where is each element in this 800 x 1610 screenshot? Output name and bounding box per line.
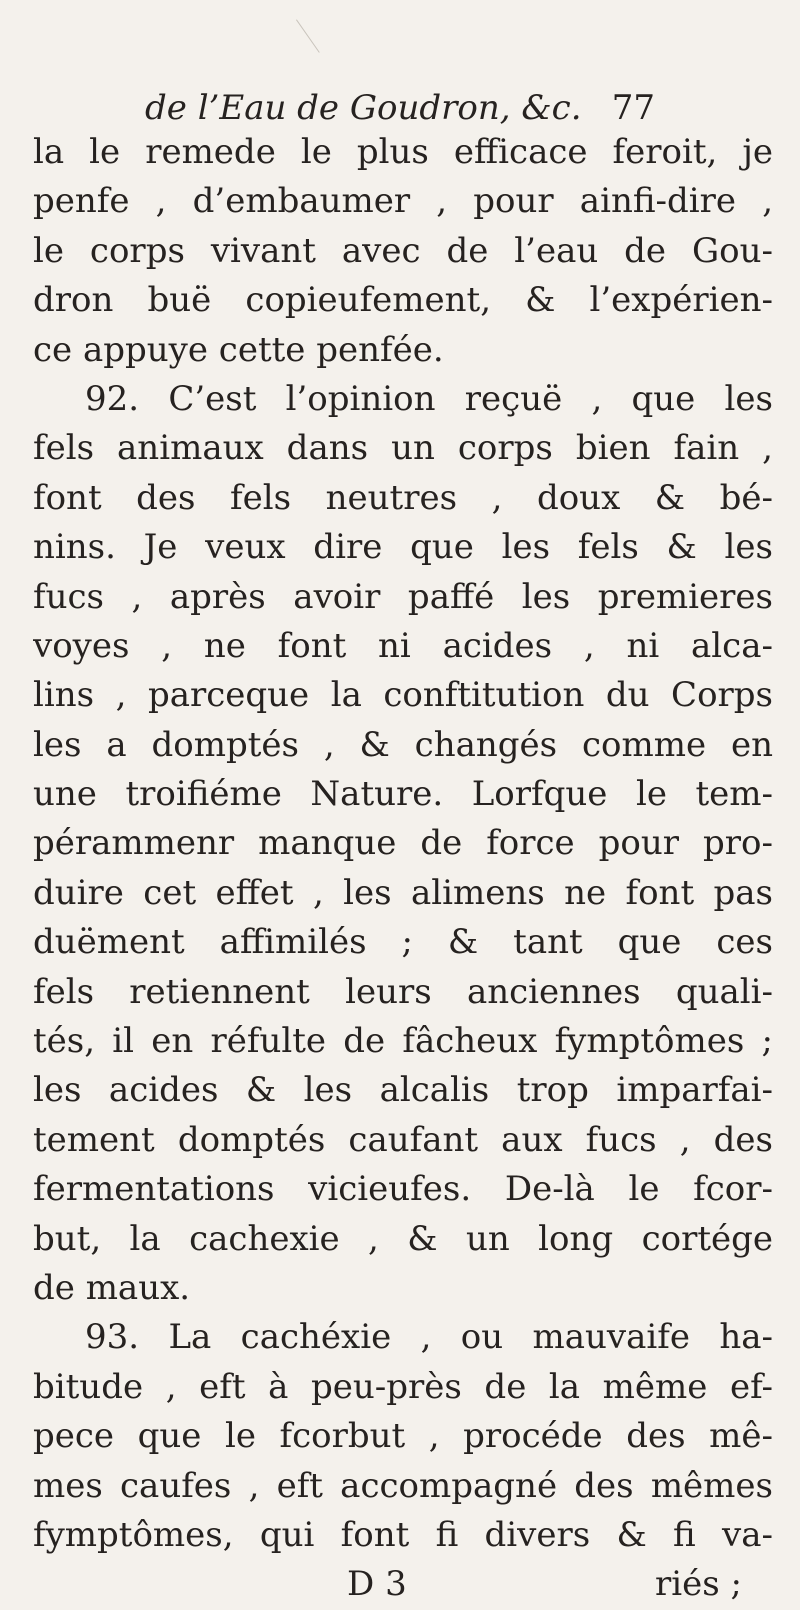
text-line: fels animaux dans un corps bien fain ,	[33, 428, 773, 469]
text-line: fermentations vicieufes. De-là le fcor-	[33, 1169, 773, 1210]
text-line: pece que le fcorbut , procéde des mê-	[33, 1416, 773, 1457]
signature-mark: D 3	[347, 1564, 407, 1605]
text-line: tement domptés caufant aux fucs , des	[33, 1119, 773, 1160]
text-line: dron buë copieufement, & l’expérien-	[33, 280, 773, 321]
text-line: but, la cachexie , & un long cortége	[33, 1218, 773, 1259]
text-line: le corps vivant avec de l’eau de Gou-	[33, 230, 773, 271]
text-line: fucs , après avoir paffé les premieres	[33, 576, 773, 617]
text-line: lins , parceque la conftitution du Corps	[33, 675, 773, 716]
text-line: duëment affimilés ; & tant que ces	[33, 922, 773, 963]
text-line: fels retiennent leurs anciennes quali-	[33, 971, 773, 1012]
text-line: duire cet effet , les alimens ne font pas	[33, 872, 773, 913]
page-number: 77	[611, 88, 655, 128]
catchword: riés ;	[655, 1564, 742, 1605]
paragraph-92-start: 92. C’est l’opinion reçuë , que les	[85, 378, 773, 419]
text-line: mes caufes , eft accompagné des mêmes	[33, 1465, 773, 1506]
text-line: la le remede le plus efficace feroit, je	[33, 132, 773, 172]
running-title: de l’Eau de Goudron, &c.	[145, 88, 582, 128]
text-line: pérammenr manque de force pour pro-	[33, 823, 773, 864]
body-text	[33, 128, 773, 1610]
text-line: penfe , d’embaumer , pour ainfi-dire ,	[33, 181, 773, 222]
text-line: les acides & les alcalis trop imparfai-	[33, 1070, 773, 1111]
paragraph-93-start: 93. La cachéxie , ou mauvaife ha-	[85, 1317, 773, 1358]
footer-line	[33, 1560, 773, 1609]
text-line: ce appuye cette penfée.	[33, 329, 444, 370]
text-line: de maux.	[33, 1267, 191, 1308]
text-line: font des fels neutres , doux & bé-	[33, 477, 773, 518]
text-line: voyes , ne font ni acides , ni alca-	[33, 625, 773, 666]
text-line: bitude , eft à peu-près de la même ef-	[33, 1366, 773, 1407]
text-line: fymptômes, qui font fi divers & fi va-	[33, 1514, 773, 1555]
text-line: les a domptés , & changés comme en	[33, 724, 773, 765]
text-line: tés, il en réfulte de fâcheux fymptômes ;	[33, 1021, 773, 1062]
text-line: une troifiéme Nature. Lorfque le tem-	[33, 774, 773, 815]
text-line: nins. Je veux dire que les fels & les	[33, 527, 773, 568]
scan-mark	[296, 19, 320, 52]
